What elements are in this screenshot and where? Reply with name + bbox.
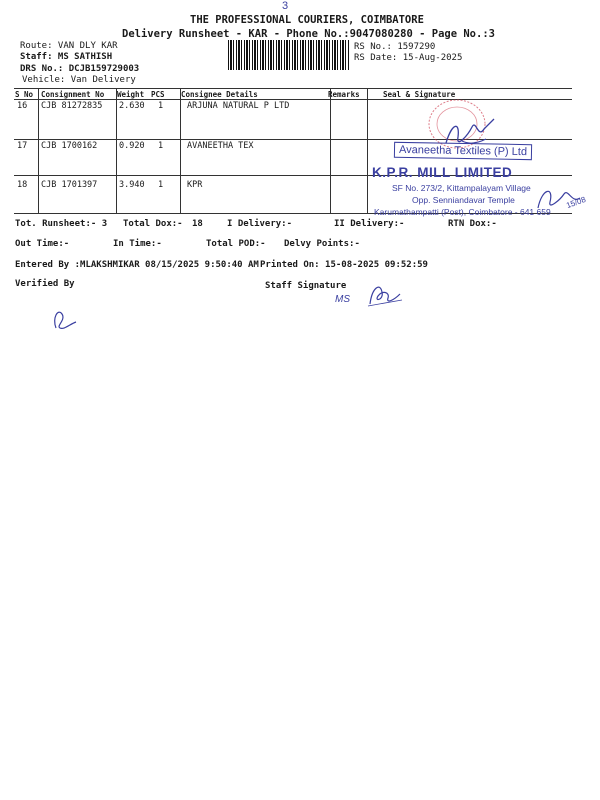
vehicle-text: Vehicle: Van Delivery xyxy=(22,75,136,85)
kpr-stamp-name: K.P.R. MILL LIMITED xyxy=(372,165,513,180)
route-text: Route: VAN DLY KAR xyxy=(20,41,118,51)
total-dox-label: Total Dox:- xyxy=(123,219,183,229)
table-row-consignee: AVANEETHA TEX xyxy=(187,141,254,151)
rs-number: RS No.: 1597290 xyxy=(354,42,436,52)
table-row-weight: 3.940 xyxy=(119,180,145,190)
table-header-border xyxy=(14,99,572,100)
table-row-consignment: CJB 81272835 xyxy=(41,101,103,111)
staff-text: Staff: MS SATHISH xyxy=(20,52,113,62)
header-remarks: Remarks xyxy=(328,90,360,99)
column-divider xyxy=(330,88,331,213)
company-title: THE PROFESSIONAL COURIERS, COIMBATORE xyxy=(190,14,424,26)
in-time: In Time:- xyxy=(113,239,162,249)
verified-by: Verified By xyxy=(15,279,75,289)
header-pcs: PCS xyxy=(151,90,165,99)
table-row-sno: 18 xyxy=(17,180,28,190)
column-divider xyxy=(116,88,117,213)
tot-runsheet: Tot. Runsheet:- 3 xyxy=(15,219,108,229)
verified-signature-icon xyxy=(46,304,82,332)
table-row-sno: 17 xyxy=(17,141,28,151)
kpr-stamp-line2: Opp. Senniandavar Temple xyxy=(412,195,515,205)
table-row-pcs: 1 xyxy=(158,141,164,151)
header-consignment: Consignment No xyxy=(41,90,105,99)
table-top-border xyxy=(14,88,572,89)
staff-signature-icon xyxy=(364,278,406,310)
rtn-dox: RTN Dox:- xyxy=(448,219,497,229)
kpr-stamp-line3: Karumathampatti (Post), Coimbatore - 641 659 xyxy=(374,207,551,217)
i-delivery: I Delivery:- xyxy=(227,219,293,229)
header-sno: S No xyxy=(15,90,34,99)
avaneetha-stamp-text: Avaneetha Textiles (P) Ltd xyxy=(398,143,528,159)
printed-on: Printed On: 15-08-2025 09:52:59 xyxy=(260,260,428,270)
table-row-consignment: CJB 1701397 xyxy=(41,180,98,190)
avaneetha-stamp xyxy=(394,142,532,160)
table-row-weight: 0.920 xyxy=(119,141,145,151)
barcode xyxy=(228,40,350,70)
table-row-consignment: CJB 1700162 xyxy=(41,141,98,151)
table-row-pcs: 1 xyxy=(158,101,164,111)
top-page-mark: 3 xyxy=(282,0,289,12)
table-row-pcs: 1 xyxy=(158,180,164,190)
entered-by: Entered By :MLAKSHMIKAR 08/15/2025 9:50:40 AM xyxy=(15,260,259,270)
ii-delivery: II Delivery:- xyxy=(334,219,405,229)
handwritten-date: 15/08 xyxy=(565,194,587,211)
table-row-weight: 2.630 xyxy=(119,101,145,111)
header-weight: Weight xyxy=(117,90,145,99)
total-dox-value: 18 xyxy=(192,219,203,229)
header-consignee: Consignee Details xyxy=(181,90,258,99)
runsheet-title: Delivery Runsheet - KAR - Phone No.:9047080280 - Page No.:3 xyxy=(122,28,495,40)
table-row-sno: 16 xyxy=(17,101,28,111)
column-divider xyxy=(38,88,39,213)
staff-signature-label: Staff Signature xyxy=(265,281,347,291)
out-time: Out Time:- xyxy=(15,239,70,249)
delvy-points: Delvy Points:- xyxy=(284,239,360,249)
total-pod: Total POD:- xyxy=(206,239,266,249)
header-seal: Seal & Signature xyxy=(383,90,456,99)
drs-number: DRS No.: DCJB159729003 xyxy=(20,64,140,74)
table-row-consignee: ARJUNA NATURAL P LTD xyxy=(187,101,290,111)
table-row-consignee: KPR xyxy=(187,180,203,190)
rs-date: RS Date: 15-Aug-2025 xyxy=(354,53,463,63)
column-divider xyxy=(367,88,368,213)
column-divider xyxy=(180,88,181,213)
staff-initials: MS xyxy=(335,294,350,305)
kpr-stamp-line1: SF No. 273/2, Kittampalayam Village xyxy=(392,183,531,193)
